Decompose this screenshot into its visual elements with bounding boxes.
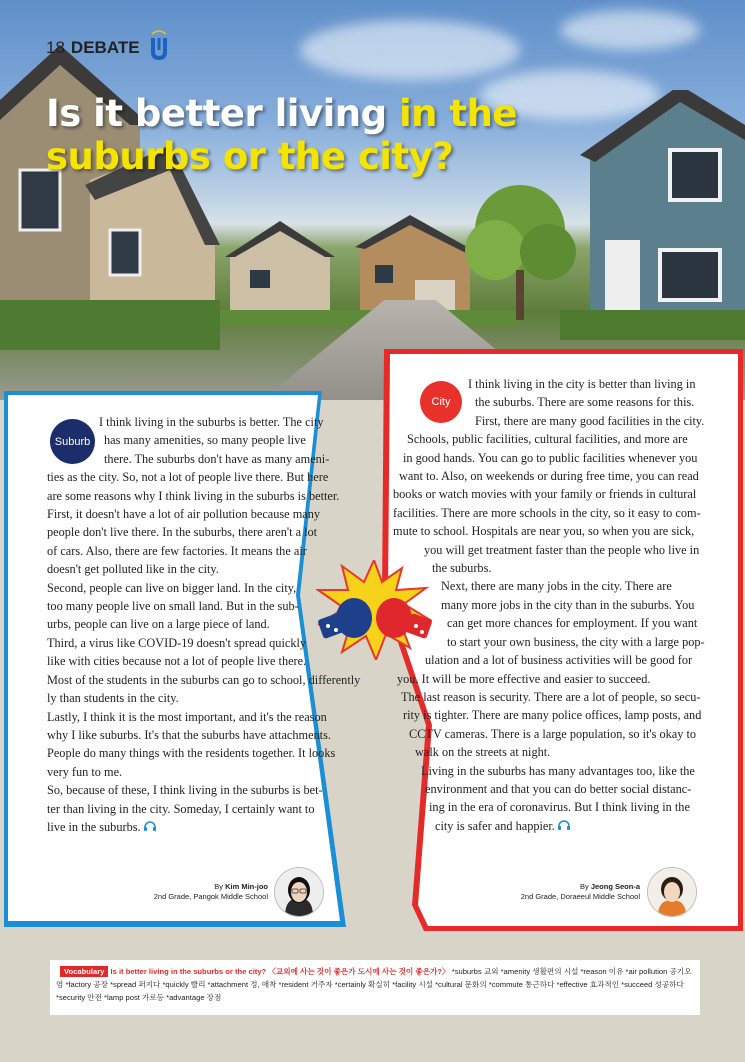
- suburb-line: First, it doesn't have a lot of air pollution because many: [47, 507, 321, 522]
- city-line: the suburbs. There are some reasons for this.: [475, 395, 695, 410]
- city-line: Schools, public facilities, cultural facilities, and more are: [407, 432, 688, 447]
- vocabulary-tag: Vocabulary: [60, 966, 108, 977]
- city-line: CCTV cameras. There is a large population, so it's okay to: [409, 726, 697, 741]
- city-line: mute to school. Hospitals are near you, so when you are sick,: [393, 524, 695, 539]
- title-part-yellow: in the: [398, 92, 518, 135]
- city-line: facilities. There are more schools in the city, so it easy to com-: [393, 505, 701, 520]
- city-line: want to. Also, on weekends or during free time, you can read: [399, 469, 699, 484]
- city-line: in good hands. You can go to public facilities whenever you: [403, 450, 698, 465]
- avatar: [275, 868, 323, 916]
- suburb-line: of cars. Also, there are few factories. It means the air: [47, 543, 307, 558]
- title-line-2: suburbs or the city?: [46, 135, 454, 178]
- city-line: ulation and a lot of business activities will be good for: [425, 653, 693, 668]
- author-school: 2nd Grade, Doraeeul Middle School: [520, 892, 640, 901]
- title-part-white: Is it better living: [46, 92, 399, 135]
- city-line: rity is tighter. There are many police offices, lamp posts, and: [403, 708, 702, 723]
- suburb-line: urbs, people can live on a large piece of land.: [47, 617, 270, 632]
- suburb-author-credit: [150, 882, 268, 902]
- trees-illustration: [460, 180, 580, 320]
- city-line: you will get treatment faster than the people who live in: [424, 542, 700, 557]
- page-header: [46, 38, 140, 58]
- suburb-article: [47, 413, 360, 836]
- city-author-credit: [520, 882, 640, 902]
- suburb-line: So, because of these, I think living in the suburbs is bet-: [47, 783, 323, 798]
- city-line: many more jobs in the city than in the suburbs. You: [441, 597, 695, 612]
- suburb-line: live in the suburbs.: [47, 819, 141, 834]
- city-line: ing in the era of coronavirus. But I think living in the: [429, 800, 690, 815]
- city-line: I think living in the city is better than living in: [468, 377, 696, 391]
- city-line: can get more chances for employment. If you want: [447, 616, 698, 631]
- suburb-line: has many amenities, so many people live: [104, 433, 306, 448]
- vocabulary-question: Is it better living in the suburbs or the city? 〈교외에 사는 것이 좋은가 도시에 사는 것이 좋은가?〉: [110, 967, 450, 976]
- suburb-line: People do many things with the residents together. It looks: [47, 746, 336, 761]
- hero-photo: [0, 0, 745, 400]
- suburb-line: too many people live on small land. But in the sub-: [47, 599, 299, 614]
- suburb-line: ties as the city. So, not a lot of people live there. But here: [47, 470, 329, 485]
- suburb-line: Lastly, I think it is the most important, and it's the reason: [47, 709, 327, 724]
- house-left-illustration: [0, 30, 220, 350]
- city-line: you. It will be more effective and easier to succeed.: [397, 671, 651, 686]
- city-line: environment and that you can do better social distanc-: [425, 781, 692, 796]
- city-line: to start your own business, the city with a large pop-: [447, 634, 705, 649]
- suburb-line: there. The suburbs don't have as many ameni-: [104, 451, 330, 466]
- city-line: The last reason is security. There are a lot of people, so secu-: [401, 689, 701, 704]
- vocabulary-terms: *suburbs 교외 *amenity 생활편의 시설 *reason 이유 *air pollution 공기오염 *factory 공장 *spread 퍼지다 *quickly 빨리 *attachment 정, 애착 *resident 거주자 *certainly 확실히 *facility 시설 *cultural 문화의 *commute 통근하다 *effective 효과적인 *succeed 성공하다 *security 안전 *lamp post 가로등 *advantage 장점: [56, 967, 692, 1002]
- city-line: city is safer and happier.: [435, 818, 555, 833]
- suburb-line: ly than students in the city.: [47, 691, 179, 706]
- headphones-icon: [558, 820, 570, 830]
- city-line: books or watch movies with your family or friends in cultural: [393, 487, 697, 502]
- suburb-line: people don't live there. In the suburbs, there aren't a lot: [47, 525, 318, 540]
- suburb-line: ter than living in the city. Someday, I certainly want to: [47, 801, 315, 816]
- city-line: Next, there are many jobs in the city. There are: [441, 579, 672, 594]
- suburb-line: like with cities because not a lot of people live there.: [47, 654, 307, 669]
- vocabulary-box: [50, 960, 700, 1015]
- city-line: Living in the suburbs has many advantages too, like the: [421, 763, 695, 778]
- by-label: By: [579, 882, 591, 891]
- author-name: Kim Min-joo: [225, 882, 268, 891]
- headphones-icon: [144, 821, 156, 831]
- section-label: DEBATE: [70, 38, 140, 57]
- author-school: 2nd Grade, Pangok Middle School: [153, 892, 268, 901]
- suburb-line: Second, people can live on bigger land. In the city,: [47, 580, 297, 595]
- suburb-line: I think living in the suburbs is better. The city: [99, 415, 324, 429]
- author-name: Jeong Seon-a: [590, 882, 640, 891]
- page-number: 18: [46, 38, 65, 57]
- house-right-illustration: [560, 90, 745, 340]
- suburb-line: very fun to me.: [47, 764, 123, 779]
- by-label: By: [214, 882, 226, 891]
- suburb-line: doesn't get polluted like in the city.: [47, 562, 219, 577]
- avatar: [648, 868, 696, 916]
- suburb-badge: Suburb: [50, 419, 95, 464]
- suburb-line: why I like suburbs. It's that the suburbs have attachments.: [47, 727, 331, 742]
- debate-logo-icon: [148, 28, 170, 62]
- city-badge: City: [420, 381, 462, 423]
- city-line: the suburbs.: [432, 561, 492, 576]
- city-line: First, there are many good facilities in the city.: [475, 413, 705, 428]
- suburb-line: Most of the students in the suburbs can go to school, differently: [47, 672, 361, 687]
- city-article: [393, 375, 705, 835]
- suburb-line: are some reasons why I think living in the suburbs is better.: [47, 488, 340, 503]
- city-line: walk on the streets at night.: [415, 745, 551, 760]
- suburb-line: Third, a virus like COVID-19 doesn't spread quickly: [47, 635, 307, 650]
- page-title: [46, 92, 517, 178]
